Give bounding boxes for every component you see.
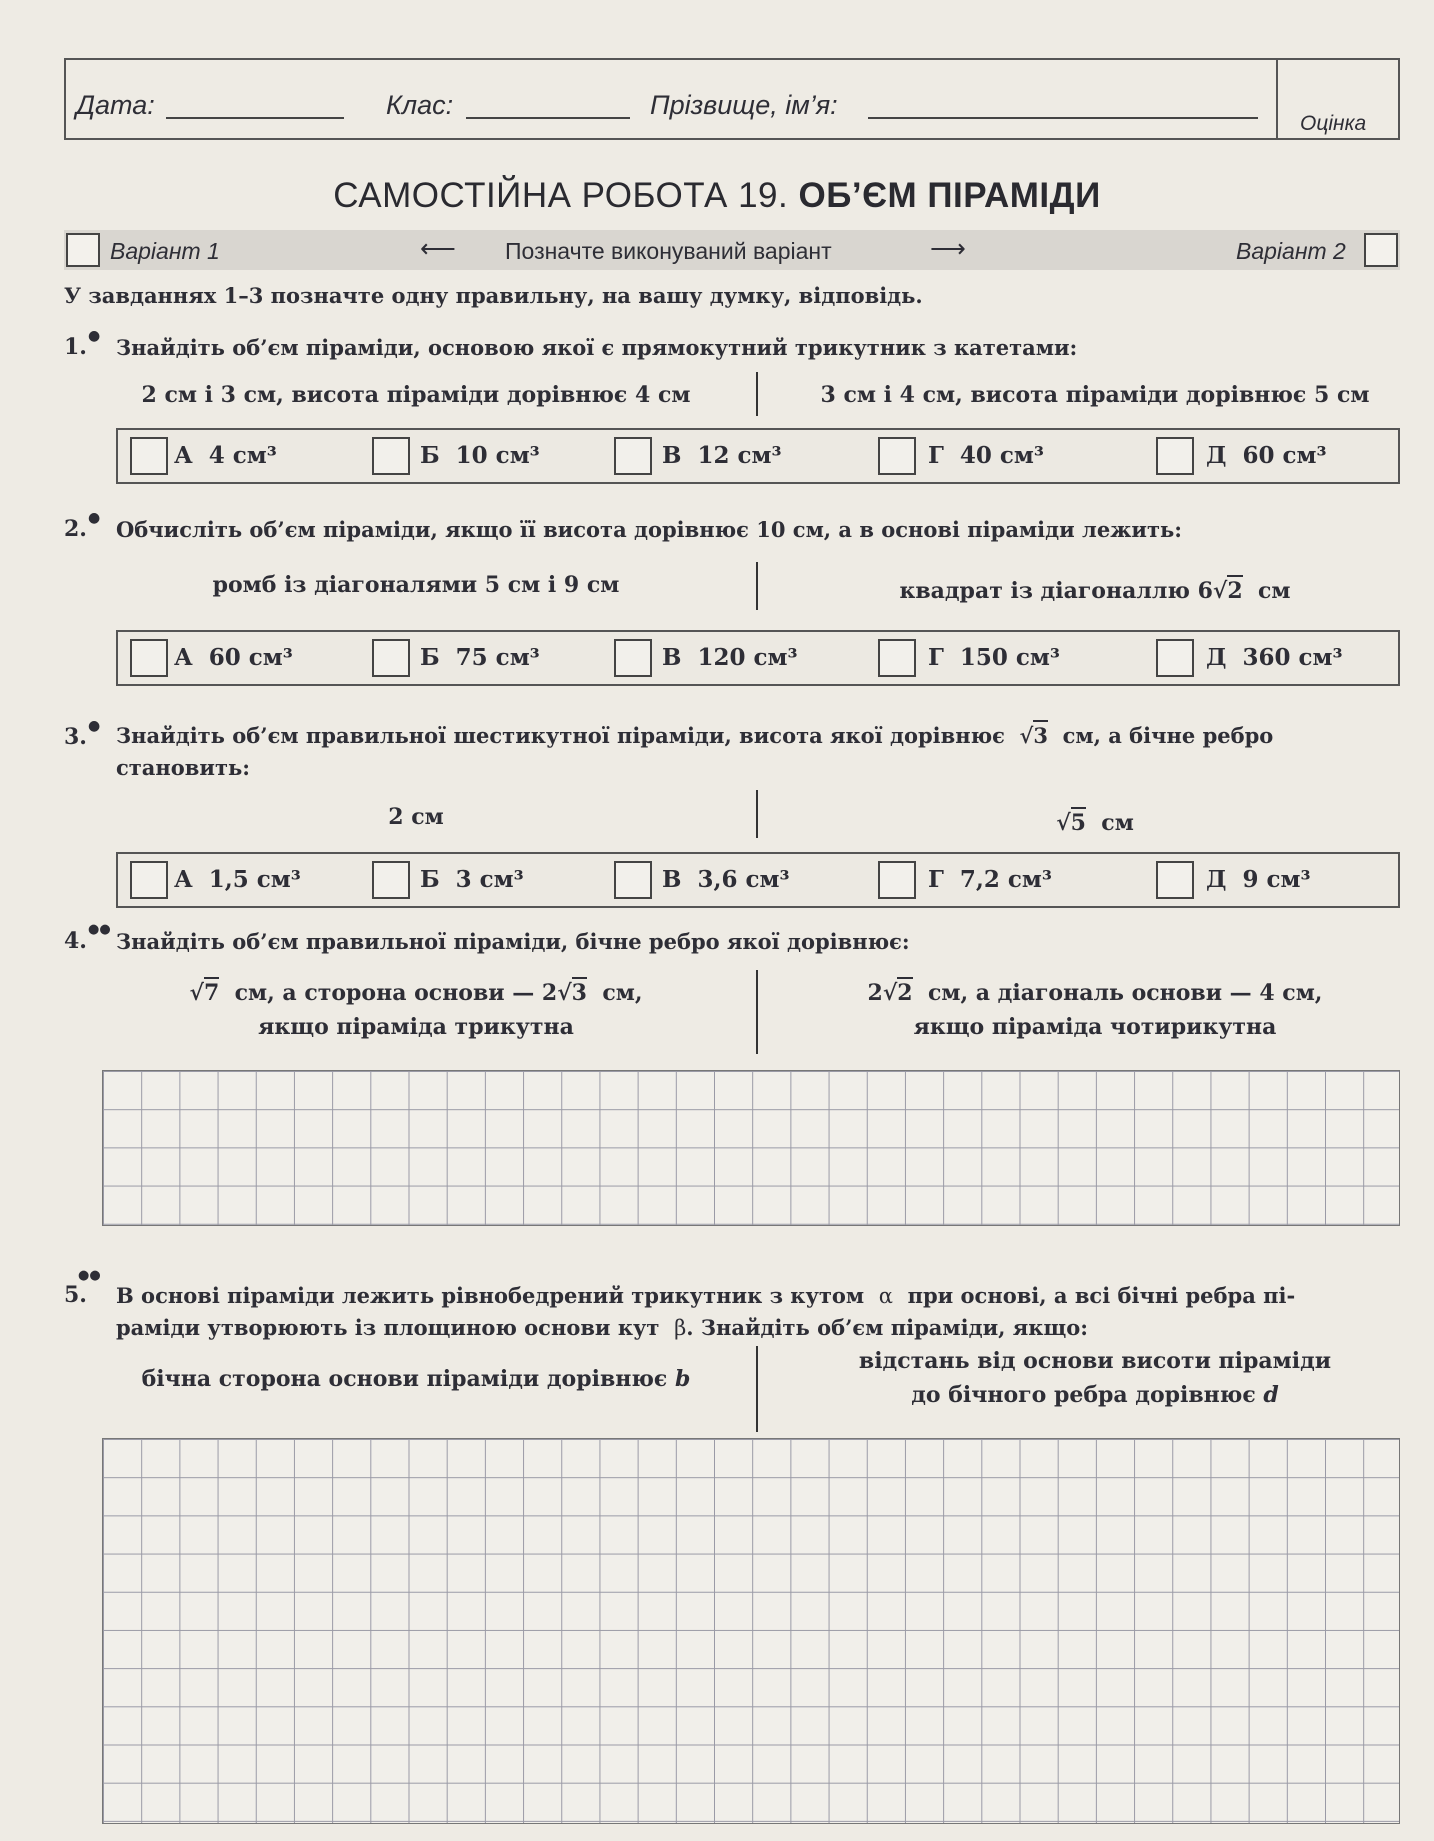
q5-text: В основі піраміди лежить рівнобедрений трикутник з кутом α при основі, а всі бічні ребра пі- раміди утворюють із площиною основи кут β. Знайдіть об’єм піраміди, якщо: (116, 1283, 1296, 1340)
q2-option-e-checkbox[interactable] (1156, 639, 1194, 677)
q5-number: 5. (64, 1282, 87, 1308)
q3-option-c-label: В 3,6 см³ (662, 866, 790, 893)
q2-variant1: ромб із діагоналями 5 см і 9 см (212, 572, 620, 598)
q3-divider (756, 790, 758, 838)
q2-option-b-checkbox[interactable] (372, 639, 410, 677)
date-field[interactable] (166, 117, 344, 119)
q4-variant2: 2√2 см, а діагональ основи — 4 см, якщо піраміда чотирикутна (790, 976, 1400, 1044)
q3-option-b-checkbox[interactable] (372, 861, 410, 899)
q5-variant1: бічна сторона основи піраміди дорівнює b (141, 1366, 691, 1392)
q1-option-c-label: В 12 см³ (662, 442, 782, 469)
variant2-label: Варіант 2 (1236, 238, 1346, 264)
variant2-checkbox[interactable] (1364, 233, 1398, 267)
arrow-left-icon: ⟵ (420, 235, 456, 263)
q5-dots-icon: ●● (78, 1268, 101, 1283)
q1-option-d-label: Г 40 см³ (928, 442, 1044, 469)
q3-text: Знайдіть об’єм правильної шестикутної піраміди, висота якої дорівнює √3 см, а бічне ребро становить: (116, 720, 1406, 784)
q2-option-c-checkbox[interactable] (614, 639, 652, 677)
q1-divider (756, 372, 758, 416)
q1-option-b-checkbox[interactable] (372, 437, 410, 475)
variant-hint: Позначте виконуваний варіант (505, 238, 832, 264)
q4-dots-icon: ●● (88, 922, 111, 937)
name-label: Прізвище, ім’я: (650, 90, 838, 120)
q2-dot-icon: ● (88, 510, 101, 526)
q4-number: 4. (64, 928, 87, 954)
title-prefix: САМОСТІЙНА РОБОТА 19. (333, 176, 789, 215)
q3-option-e-label: Д 9 см³ (1206, 866, 1311, 893)
class-label: Клас: (386, 90, 454, 120)
q1-option-d-checkbox[interactable] (878, 437, 916, 475)
q1-option-a-checkbox[interactable] (130, 437, 168, 475)
q3-variant1: 2 см (388, 804, 444, 830)
q1-option-a-label: А 4 см³ (174, 442, 277, 469)
q1-number: 1. (64, 334, 87, 360)
q4-divider (756, 970, 758, 1054)
q3-option-c-checkbox[interactable] (614, 861, 652, 899)
q1-option-e-checkbox[interactable] (1156, 437, 1194, 475)
q1-answers (116, 428, 1400, 484)
instruction-text: У завданнях 1–3 позначте одну правильну, на вашу думку, відповідь. (64, 283, 923, 308)
variant1-label: Варіант 1 (110, 238, 220, 264)
q2-option-a-checkbox[interactable] (130, 639, 168, 677)
q2-option-c-label: В 120 см³ (662, 644, 798, 671)
grade-label: Оцінка (1300, 112, 1367, 135)
q3-option-d-label: Г 7,2 см³ (928, 866, 1052, 893)
q2-option-b-label: Б 75 см³ (420, 644, 540, 671)
q3-option-d-checkbox[interactable] (878, 861, 916, 899)
q2-variant2: квадрат із діагоналлю 6√2 см (790, 574, 1400, 608)
q5-answer-grid[interactable] (102, 1438, 1400, 1824)
q4-answer-grid[interactable] (102, 1070, 1400, 1226)
q2-number: 2. (64, 516, 87, 542)
q1-option-e-label: Д 60 см³ (1206, 442, 1327, 469)
q1-option-b-label: Б 10 см³ (420, 442, 540, 469)
q1-dot-icon: ● (88, 328, 101, 344)
q5-divider (756, 1346, 758, 1432)
grade-divider (1276, 58, 1278, 140)
q2-option-e-label: Д 360 см³ (1206, 644, 1343, 671)
arrow-right-icon: ⟶ (930, 235, 966, 263)
q3-option-a-checkbox[interactable] (130, 861, 168, 899)
q3-variant2: √5 см (790, 806, 1400, 840)
q4-variant1: √7 см, а сторона основи — 2√3 см, якщо піраміда трикутна (116, 976, 716, 1044)
q3-answers (116, 852, 1400, 908)
date-label: Дата: (76, 90, 155, 120)
q2-option-d-checkbox[interactable] (878, 639, 916, 677)
page-title (0, 176, 1434, 216)
q1-option-c-checkbox[interactable] (614, 437, 652, 475)
q2-answers (116, 630, 1400, 686)
q3-option-e-checkbox[interactable] (1156, 861, 1194, 899)
q3-option-a-label: А 1,5 см³ (174, 866, 301, 893)
q4-text: Знайдіть об’єм правильної піраміди, бічне ребро якої дорівнює: (116, 929, 910, 954)
q3-option-b-label: Б 3 см³ (420, 866, 524, 893)
q1-variant1: 2 см і 3 см, висота піраміди дорівнює 4 см (141, 382, 691, 408)
name-field[interactable] (868, 117, 1258, 119)
variant1-checkbox[interactable] (66, 233, 100, 267)
q2-option-a-label: А 60 см³ (174, 644, 293, 671)
q5-variant2: відстань від основи висоти піраміди до бічного ребра дорівнює d (858, 1348, 1332, 1408)
q2-option-d-label: Г 150 см³ (928, 644, 1060, 671)
class-field[interactable] (466, 117, 630, 119)
q2-text: Обчисліть об’єм піраміди, якщо її висота дорівнює 10 см, а в основі піраміди лежить: (116, 517, 1183, 542)
q1-text: Знайдіть об’єм піраміди, основою якої є прямокутний трикутник з катетами: (116, 335, 1078, 360)
q1-variant2: 3 см і 4 см, висота піраміди дорівнює 5 см (820, 382, 1370, 408)
q3-dot-icon: ● (88, 718, 101, 734)
q3-number: 3. (64, 724, 87, 750)
q2-divider (756, 562, 758, 610)
title-topic: ОБ’ЄМ ПІРАМІДИ (798, 176, 1101, 215)
